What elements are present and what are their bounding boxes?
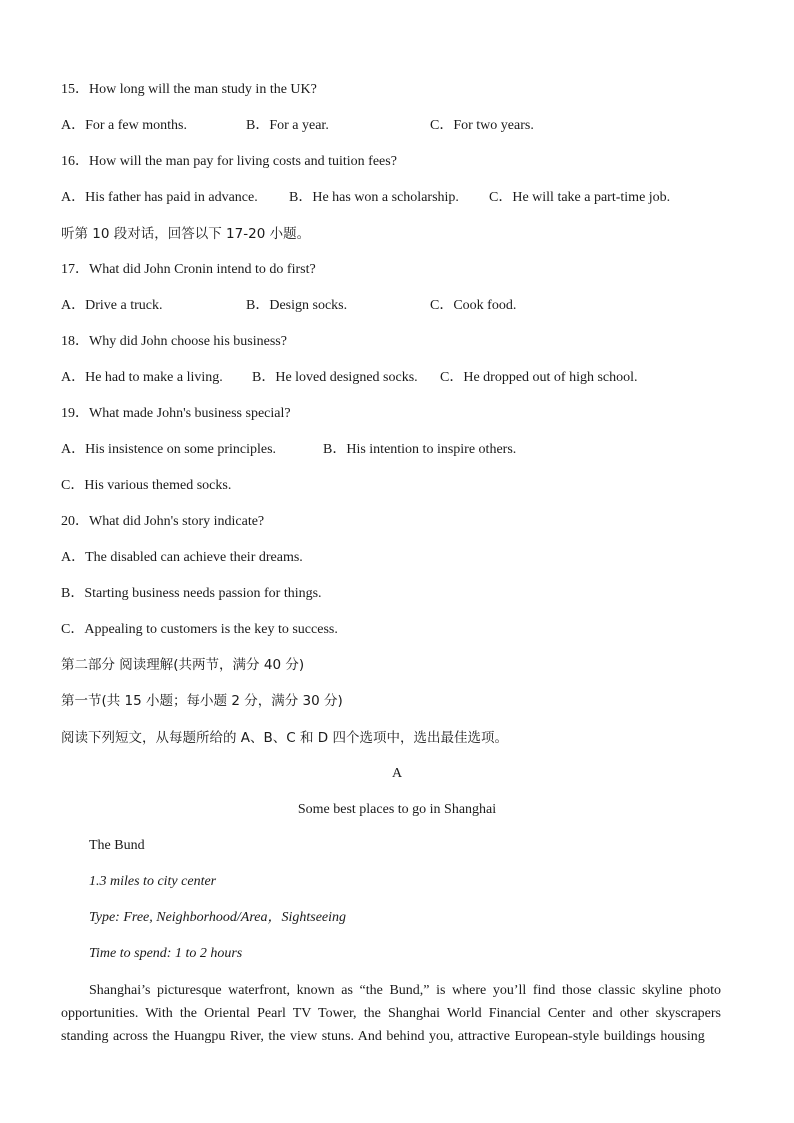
question-20: 20．What did John's story indicate?: [61, 514, 265, 529]
option-16-b: B．He has won a scholarship.: [289, 190, 459, 205]
place-type: Type: Free, Neighborhood/Area，Sightseeing: [89, 910, 347, 925]
passage-title: Some best places to go in Shanghai: [297, 802, 497, 817]
option-15-a: A．For a few months.: [61, 118, 187, 133]
part-two-title: 第二部分 阅读理解(共两节，满分 40 分): [61, 657, 305, 673]
question-15: 15．How long will the man study in the UK?: [61, 82, 317, 97]
question-16: 16．How will the man pay for living costs and tuition fees?: [61, 154, 397, 169]
question-19: 19．What made John's business special?: [61, 406, 291, 421]
option-20-b: B．Starting business needs passion for things.: [61, 586, 322, 601]
option-19-b: B．His intention to inspire others.: [323, 442, 517, 457]
reading-instruction: 阅读下列短文，从每题所给的 A、B、C 和 D 四个选项中，选出最佳选项。: [61, 730, 508, 746]
option-15-c: C．For two years.: [430, 118, 534, 133]
option-16-a: A．His father has paid in advance.: [61, 190, 258, 205]
section-10-instruction: 听第 10 段对话，回答以下 17-20 小题。: [61, 226, 311, 242]
passage-paragraph: Shanghai’s picturesque waterfront, known as “the Bund,” is where you’ll find those classic skyline photo opportunities. With the Oriental Pearl TV Tower, the Shanghai World Financial Center and other skyscrapers standing across the Huangpu River, the view stuns. And behind you, attractive European-style buildings housing: [61, 983, 721, 1044]
passage-letter: A: [391, 766, 403, 781]
question-17: 17．What did John Cronin intend to do first?: [61, 262, 316, 277]
place-name: The Bund: [89, 838, 145, 853]
option-19-c: C．His various themed socks.: [61, 478, 232, 493]
option-17-c: C．Cook food.: [430, 298, 517, 313]
option-15-b: B．For a year.: [246, 118, 329, 133]
option-19-a: A．His insistence on some principles.: [61, 442, 277, 457]
option-18-a: A．He had to make a living.: [61, 370, 223, 385]
place-distance: 1.3 miles to city center: [89, 874, 217, 889]
question-18: 18．Why did John choose his business?: [61, 334, 287, 349]
option-16-c: C．He will take a part-time job.: [489, 190, 671, 205]
section-one-title: 第一节(共 15 小题；每小题 2 分，满分 30 分): [61, 693, 343, 709]
option-17-a: A．Drive a truck.: [61, 298, 163, 313]
option-18-b: B．He loved designed socks.: [252, 370, 418, 385]
option-17-b: B．Design socks.: [246, 298, 348, 313]
option-20-a: A．The disabled can achieve their dreams.: [61, 550, 303, 565]
option-20-c: C．Appealing to customers is the key to success.: [61, 622, 338, 637]
option-18-c: C．He dropped out of high school.: [440, 370, 638, 385]
place-time: Time to spend: 1 to 2 hours: [89, 946, 243, 961]
